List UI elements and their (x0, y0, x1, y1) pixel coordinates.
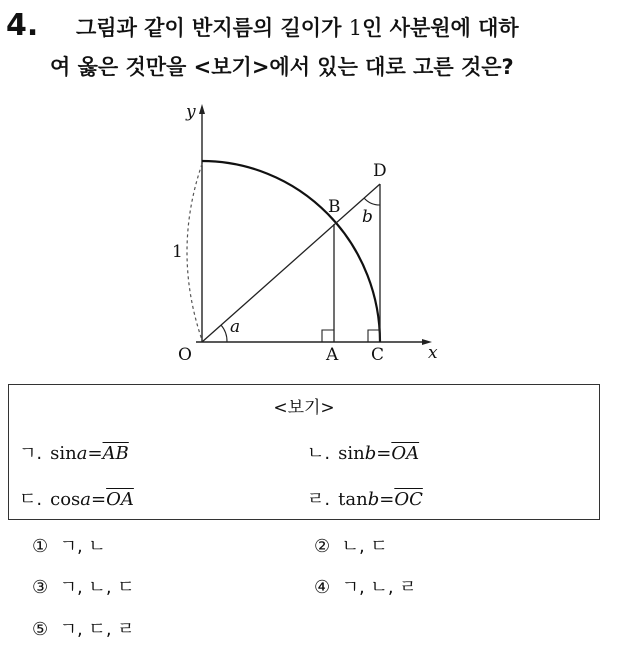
bogi-var: a (76, 443, 88, 464)
segment-OD (202, 184, 380, 342)
label-O: O (178, 345, 192, 365)
choice-number: ⑤ (32, 619, 49, 640)
choice-number: ① (32, 536, 49, 557)
bogi-eq: = (91, 489, 107, 510)
label-radius-one: 1 (172, 242, 183, 262)
answer-choice-4[interactable] (314, 573, 417, 599)
label-angle-b: b (362, 207, 373, 227)
question-radius-value: 1 (348, 16, 363, 40)
choice-text: ㄱ, ㄴ (59, 536, 106, 557)
question-text-part: 인 사분원에 대하 (362, 16, 519, 40)
bogi-var: b (367, 489, 380, 510)
bogi-segment: $\overline{OA}$ (106, 489, 134, 510)
quarter-circle-arc (202, 161, 380, 342)
choice-number: ② (314, 536, 331, 557)
right-angle-mark-C (368, 330, 380, 342)
label-C: C (371, 345, 385, 365)
angle-arc-a (221, 325, 227, 342)
choice-text: ㄴ, ㄷ (341, 536, 388, 557)
choice-number: ④ (314, 577, 331, 598)
bogi-marker: ㄹ. (307, 489, 331, 510)
bogi-segment: $\overline{AB}$ (102, 443, 129, 464)
label-angle-a: a (230, 317, 241, 337)
bogi-box (8, 384, 600, 520)
bogi-func: tan (338, 489, 368, 510)
angle-arc-b (364, 198, 380, 205)
right-angle-mark-A (322, 330, 334, 342)
bogi-var: b (364, 443, 377, 464)
label-A: A (326, 345, 339, 365)
bogi-item (19, 439, 129, 465)
bogi-func: cos (50, 489, 81, 510)
bogi-marker: ㄷ. (19, 489, 43, 510)
bogi-item (307, 439, 419, 465)
radius-brace-dashed (187, 164, 202, 340)
bogi-item (307, 485, 423, 511)
bogi-func: sin (50, 443, 77, 464)
bogi-var: a (80, 489, 92, 510)
label-D: D (373, 161, 387, 181)
bogi-marker: ㄴ. (307, 443, 331, 464)
label-y: y (186, 102, 196, 122)
answer-choice-5[interactable] (32, 615, 135, 641)
label-x: x (428, 343, 438, 363)
answer-choice-1[interactable] (32, 532, 106, 558)
choice-number: ③ (32, 577, 49, 598)
label-B: B (328, 197, 341, 217)
answer-choice-3[interactable] (32, 573, 135, 599)
bogi-title: <보기> (273, 398, 335, 418)
bogi-eq: = (87, 443, 103, 464)
question-text-line2: 여 옳은 것만을 <보기>에서 있는 대로 고른 것은? (50, 55, 514, 79)
choice-text: ㄱ, ㄴ, ㄷ (59, 577, 135, 598)
choice-text: ㄱ, ㄷ, ㄹ (59, 619, 135, 640)
bogi-segment: $\overline{OA}$ (391, 443, 420, 464)
bogi-item (19, 485, 134, 511)
choice-text: ㄱ, ㄴ, ㄹ (341, 577, 417, 598)
question-text-part: 그림과 같이 반지름의 길이가 (76, 16, 349, 40)
question-number: 4. (6, 8, 39, 43)
bogi-eq: = (379, 489, 395, 510)
y-axis-arrow (199, 104, 205, 114)
bogi-func: sin (338, 443, 365, 464)
bogi-eq: = (376, 443, 392, 464)
answer-choice-2[interactable] (314, 532, 388, 558)
bogi-segment: $\overline{OC}$ (394, 489, 423, 510)
bogi-marker: ㄱ. (19, 443, 43, 464)
